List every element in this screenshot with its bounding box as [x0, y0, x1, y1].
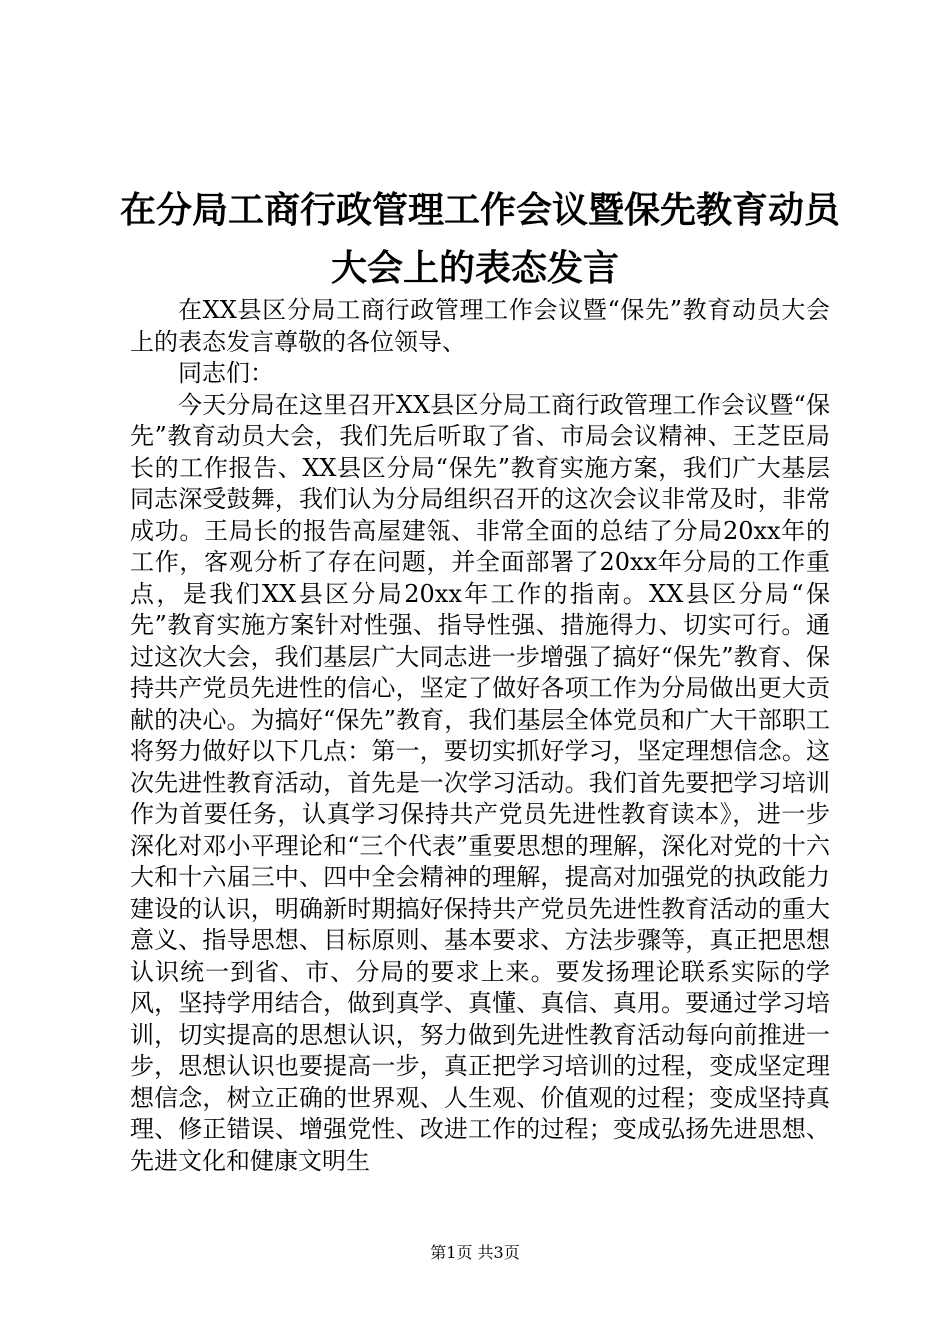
paragraph-opening: 在XX县区分局工商行政管理工作会议暨“保先”教育动员大会上的表态发言尊敬的各位领导、 — [130, 296, 830, 356]
paragraph-main: 今天分局在这里召开XX县区分局工商行政管理工作会议暨“保先”教育动员大会，我们先后听取了省、市局会议精神、王芝臣局长的工作报告、XX县区分局“保先”教育实施方案，我们广大基层同志深受鼓舞，我们认为分局组织召开的这次会议非常及时，非常成功。王局长的报告高屋建瓴、非常全面的总结了分局20xx年的工作，客观分析了存在问题，并全面部署了20xx年分局的工作重点，是我们XX县区分局20xx年工作的指南。XX县区分局“保先”教育实施方案针对性强、指导性强、措施得力、切实可行。通过这次大会，我们基层广大同志进一步增强了搞好“保先”教育、保持共产党员先进性的信心，坚定了做好各项工作为分局做出更大贡献的决心。为搞好“保先”教育，我们基层全体党员和广大干部职工将努力做好以下几点：第一，要切实抓好学习，坚定理想信念。这次先进性教育活动，首先是一次学习活动。我们首先要把学习培训作为首要任务，认真学习保持共产党员先进性教育读本》，进一步深化对邓小平理论和“三个代表”重要思想的理解，深化对党的十六大和十六届三中、四中全会精神的理解，提高对加强党的执政能力建设的认识，明确新时期搞好保持共产党员先进性教育活动的重大意义、指导思想、目标原则、基本要求、方法步骤等，真正把思想认识统一到省、市、分局的要求上来。要发扬理论联系实际的学风，坚持学用结合，做到真学、真懂、真信、真用。要通过学习培训，切实提高的思想认识，努力做到先进性教育活动每向前推进一步，思想认识也要提高一步，真正把学习培训的过程，变成坚定理想信念，树立正确的世界观、人生观、价值观的过程；变成坚持真理、修正错误、增强党性、改进工作的过程；变成弘扬先进思想、先进文化和健康文明生 — [130, 390, 830, 1175]
page-footer: 第1页 共3页 — [430, 1243, 520, 1262]
document-title-line-1: 在分局工商行政管理工作会议暨保先教育动员 — [120, 189, 841, 231]
document-title-line-2: 大会上的表态发言 — [330, 247, 619, 289]
document-body — [130, 295, 830, 1177]
paragraph-salutation: 同志们： — [178, 359, 274, 387]
